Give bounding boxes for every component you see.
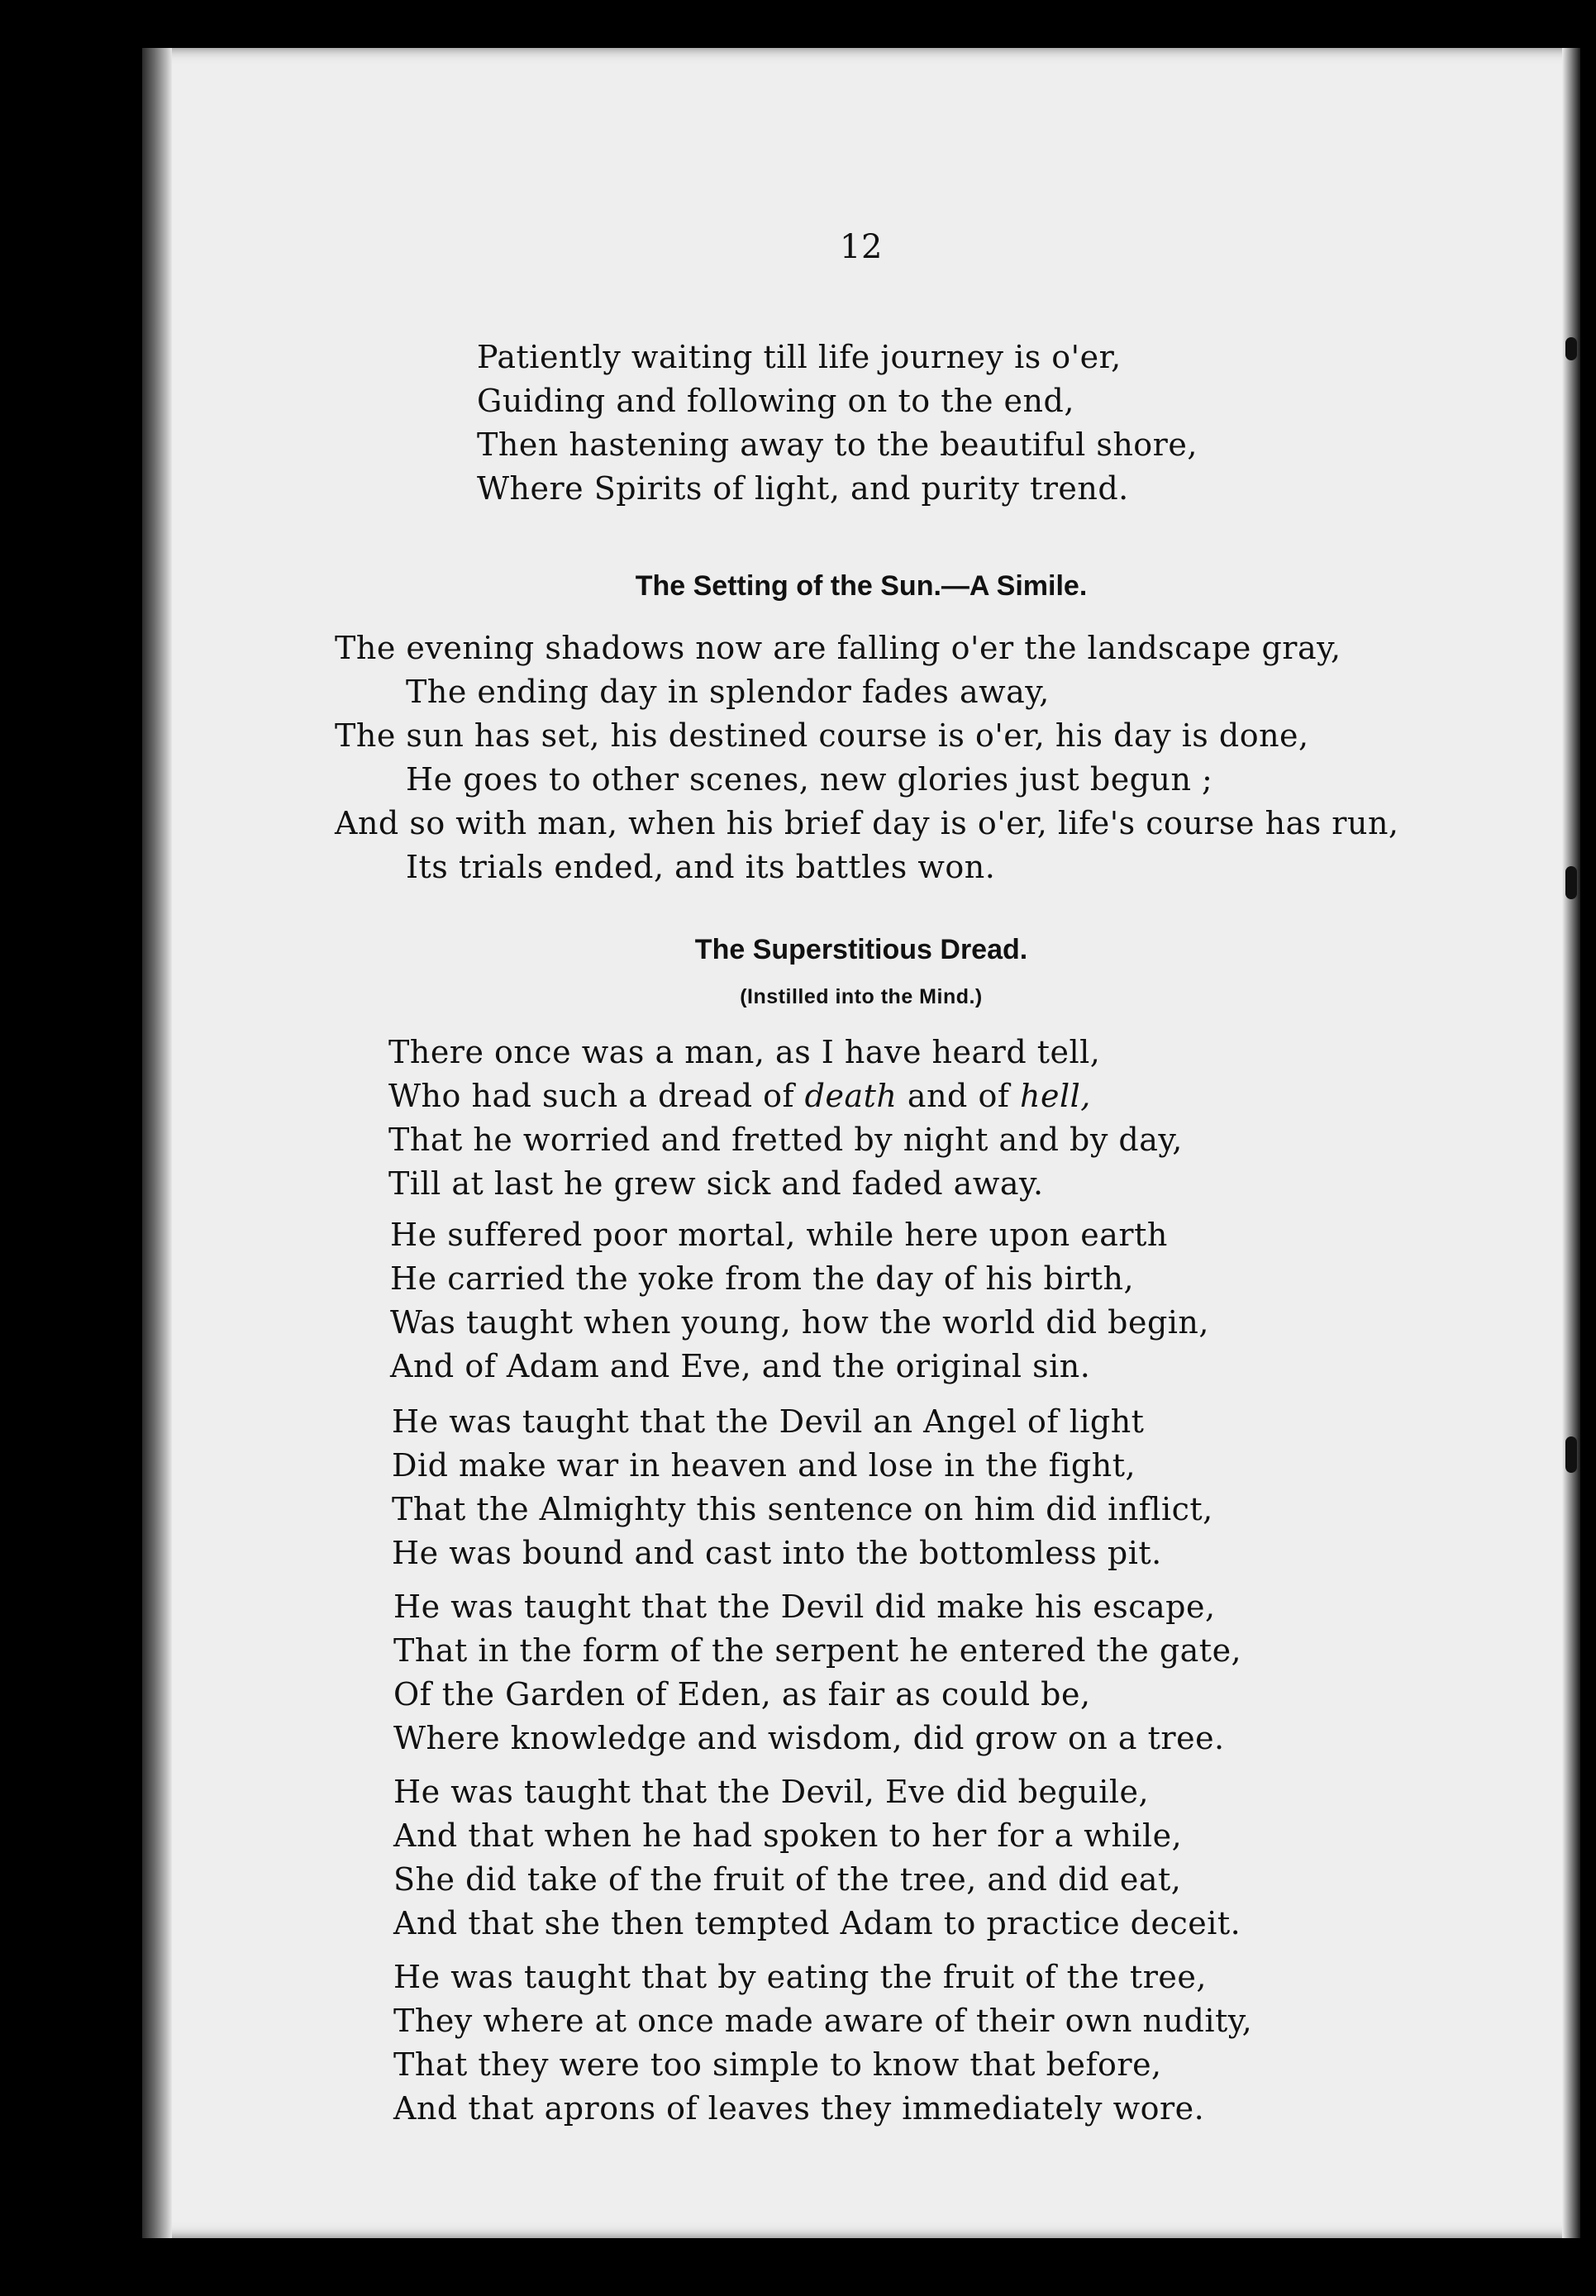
dread-stanza-2 [390,1213,1209,1389]
poem-line: The ending day in splendor fades away, [406,674,1050,710]
opening-stanza [477,336,1198,511]
dread-stanza-3 [392,1400,1213,1575]
poem-line: He was bound and cast into the bottomless pit. [392,1535,1162,1571]
poem-line: He was taught that the Devil, Eve did beguile, [393,1774,1150,1810]
italic-word: hell, [1019,1078,1091,1114]
binding-stitch [1565,866,1577,899]
dread-stanza-5 [393,1770,1241,1946]
poem-line: Till at last he grew sick and faded away. [388,1165,1044,1202]
poem-line: The sun has set, his destined course is o'er, his day is done, [335,717,1309,754]
poem-title-sunset: The Setting of the Sun.—A Simile. [635,570,1088,602]
sunset-poem [335,626,1399,889]
poem-line: He carried the yoke from the day of his birth, [390,1260,1135,1297]
page-spine-shadow [142,48,172,2238]
poem-line: That he worried and fretted by night and by day, [388,1122,1183,1158]
binding-stitch [1565,337,1577,360]
poem-line: That in the form of the serpent he entered the gate, [393,1632,1242,1669]
poem-line: He suffered poor mortal, while here upon earth [390,1217,1168,1253]
poem-line: Then hastening away to the beautiful shore, [477,426,1198,463]
poem-line: He was taught that the Devil an Angel of light [392,1403,1145,1440]
poem-line: She did take of the fruit of the tree, and did eat, [393,1861,1182,1898]
poem-line: He was taught that by eating the fruit of the tree, [393,1959,1207,1995]
text-fragment: and of [897,1078,1020,1114]
poem-line: And that she then tempted Adam to practice deceit. [393,1905,1241,1941]
poem-line: That the Almighty this sentence on him did inflict, [392,1491,1213,1527]
poem-line: He goes to other scenes, new glories just begun ; [406,761,1213,798]
poem-line: That they were too simple to know that before, [393,2046,1162,2083]
poem-line: The evening shadows now are falling o'er the landscape gray, [335,630,1341,666]
poem-line: And that aprons of leaves they immediately wore. [393,2090,1205,2127]
poem-line: Where Spirits of light, and purity trend. [477,470,1129,507]
italic-word: death [804,1078,898,1114]
poem-line: There once was a man, as I have heard tell, [388,1034,1101,1070]
poem-line: Where knowledge and wisdom, did grow on a tree. [393,1720,1225,1756]
poem-line: And of Adam and Eve, and the original sin. [390,1348,1091,1384]
poem-line: He was taught that the Devil did make his escape, [393,1589,1216,1625]
poem-subtitle-dread: (Instilled into the Mind.) [740,985,983,1008]
poem-line: They where at once made aware of their own nudity, [393,2003,1253,2039]
poem-line: And that when he had spoken to her for a while, [393,1817,1183,1854]
book-page [142,48,1580,2238]
poem-line: Of the Garden of Eden, as fair as could be, [393,1676,1091,1712]
poem-line [388,1074,1183,1118]
page-number: 12 [840,228,883,266]
poem-line: Was taught when young, how the world did begin, [390,1304,1209,1341]
dread-stanza-1 [388,1031,1183,1206]
poem-line: Guiding and following on to the end, [477,383,1074,419]
poem-line: Its trials ended, and its battles won. [406,849,996,885]
text-fragment: Who had such a dread of [388,1078,805,1114]
dread-stanza-4 [393,1585,1241,1760]
poem-line: Did make war in heaven and lose in the fight, [392,1447,1136,1484]
poem-line: Patiently waiting till life journey is o'er, [477,339,1122,375]
page-right-edge [1562,48,1580,2238]
dread-stanza-6 [393,1955,1252,2131]
binding-stitch [1565,1436,1577,1473]
poem-title-dread: The Superstitious Dread. [694,934,1028,965]
poem-line: And so with man, when his brief day is o'er, life's course has run, [335,805,1399,841]
